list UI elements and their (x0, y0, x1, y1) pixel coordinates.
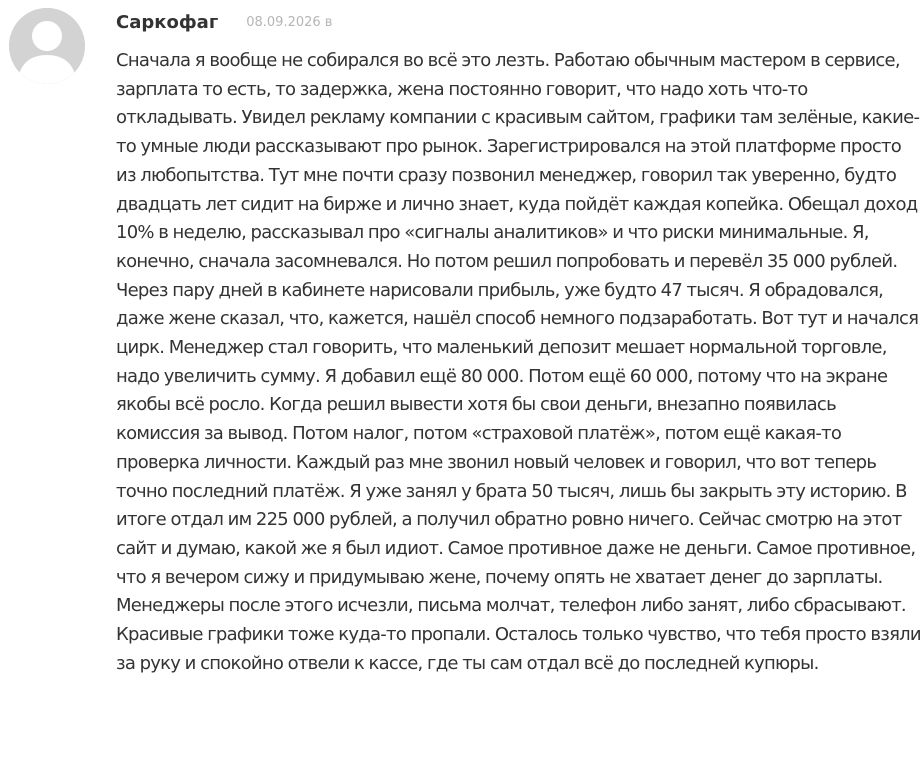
comment-meta (116, 8, 332, 36)
user-silhouette-icon (9, 8, 85, 84)
comment-author: Саркофаг (116, 11, 219, 33)
avatar (9, 8, 85, 84)
comment-text: Сначала я вообще не собирался во всё это лезть. Работаю обычным мастером в сервисе, зарплата то есть, то задержка, жена постоянно говорит, что надо хоть что-то откладывать. Увидел рекламу компании с красивым сайтом, графики там зелёные, какие-то умные люди рассказывают про рынок. Зарегистрировался на этой платформе просто из любопытства. Тут мне почти сразу позвонил менеджер, говорил так уверенно, будто двадцать лет сидит на бирже и лично знает, куда пойдёт каждая копейка. Обещал доход 10% в неделю, рассказывал про «сигналы аналитиков» и что риски минимальные. Я, конечно, сначала засомневался. Но потом решил попробовать и перевёл 35 000 рублей. Через пару дней в кабинете нарисовали прибыль, уже будто 47 тысяч. Я обрадовался, даже жене сказал, что, кажется, нашёл способ немного подзаработать. Вот тут и начался цирк. Менеджер стал говорить, что маленький депозит мешает нормальной торговле, надо увеличить сумму. Я добавил ещё 80 000. Потом ещё 60 000, потому что на экране якобы всё росло. Когда решил вывести хотя бы свои деньги, внезапно появилась комиссия за вывод. Потом налог, потом «страховой платёж», потом ещё какая-то проверка личности. Каждый раз мне звонил новый человек и говорил, что вот теперь точно последний платёж. Я уже занял у брата 50 тысяч, лишь бы закрыть эту историю. В итоге отдал им 225 000 рублей, а получил обратно ровно ничего. Сейчас смотрю на этот сайт и думаю, какой же я был идиот. Самое противное даже не деньги. Самое противное, что я вечером сижу и придумываю жене, почему опять не хватает денег до зарплаты. Менеджеры после этого исчезли, письма молчат, телефон либо занят, либо сбрасывают. Красивые графики тоже куда-то пропали. Осталось только чувство, что тебя просто взяли за руку и спокойно отвели к кассе, где ты сам отдал всё до последней купюры. (116, 50, 921, 674)
comment-date: 08.09.2026 в (246, 14, 333, 30)
